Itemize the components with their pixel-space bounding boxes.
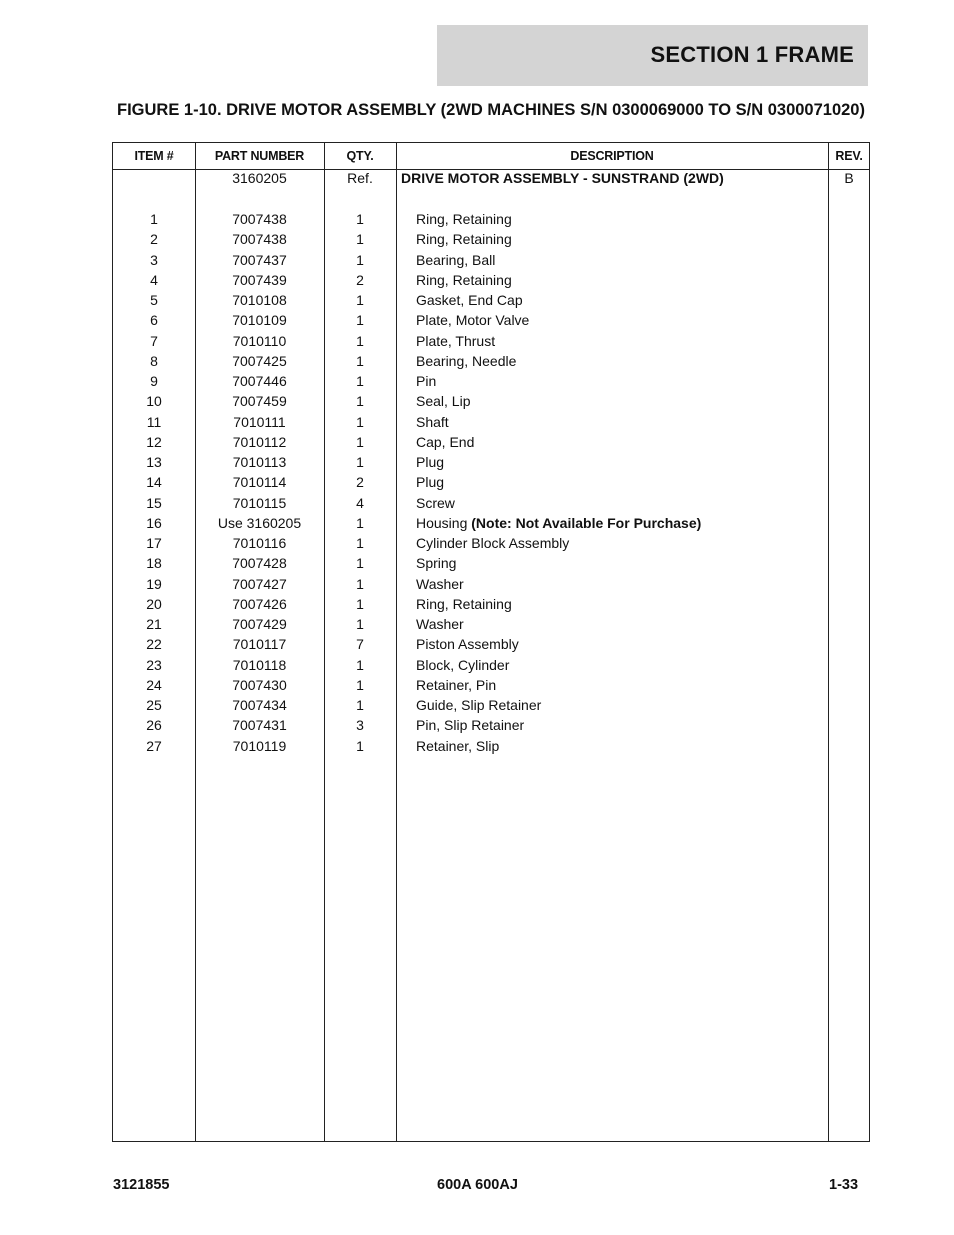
item-number: 8 [150,352,158,369]
item-number: 17 [146,535,162,551]
item-number: 16 [146,514,162,531]
part-number: 7010114 [232,474,287,491]
quantity: 1 [356,535,364,551]
description-text: Plate, Thrust [416,332,496,349]
quantity: 1 [356,737,364,754]
description [416,634,519,654]
quantity: 2 [356,271,364,288]
quantity: 1 [356,433,364,450]
description [416,391,470,411]
description-text: Washer [416,616,464,632]
item-number: 7 [150,332,158,349]
item-number: 6 [150,312,158,329]
description-text: Piston Assembly [416,636,519,653]
table-row [113,209,869,229]
description [416,290,523,310]
part-number: 7007431 [232,717,287,734]
item-number: 11 [146,413,162,430]
part-number: 7010113 [232,454,287,470]
description [416,736,499,756]
description-text: Ring, Retaining [416,211,512,227]
part-number: Use 3160205 [217,514,302,531]
item-number: 5 [150,292,158,308]
part-number: 7010108 [232,292,287,308]
part-number: 7007429 [232,616,287,632]
description [416,452,444,472]
table-row [113,452,869,472]
table-row [113,229,869,249]
description [416,533,569,553]
footer-model: 600A 600AJ [437,1177,518,1193]
description-text: Seal, Lip [416,393,471,410]
quantity: 1 [356,413,364,430]
quantity: 2 [356,474,364,491]
table-row [113,614,869,634]
description [416,695,541,715]
part-number: 7010110 [232,332,287,349]
part-number: 7010112 [232,433,287,450]
figure-title: FIGURE 1-10. DRIVE MOTOR ASSEMBLY (2WD MACHINES S/N 0300069000 TO S/N 0300071020) [117,101,865,119]
description-text: Retainer, Slip [416,737,500,754]
table-row [113,736,869,756]
quantity: 1 [356,656,364,673]
description-text: Shaft [416,413,449,430]
section-header-box [437,25,868,86]
part-number: 7007438 [232,231,287,248]
description-text: Washer [416,575,464,592]
description [416,513,701,533]
description [416,432,474,452]
description [416,331,495,351]
quantity: 1 [356,697,364,713]
assembly-row [113,168,869,188]
description-text: Housing [416,514,472,531]
quantity: 1 [356,352,364,369]
part-number: 7007427 [232,575,287,592]
footer-page-number: 1-33 [829,1177,859,1193]
table-row [113,574,869,594]
description [416,675,496,695]
item-number: 22 [146,636,162,653]
part-number: 7007434 [232,697,287,713]
assembly-qty: Ref. [347,170,373,186]
part-number: 7007446 [232,373,287,389]
description [416,472,444,492]
item-number: 12 [146,433,162,450]
item-number: 1 [150,211,158,227]
item-number: 26 [146,717,162,734]
quantity: 1 [356,555,364,572]
item-number: 27 [146,737,162,754]
quantity: 1 [356,373,364,389]
part-number: 7010118 [232,656,287,673]
item-number: 18 [146,555,162,572]
item-number: 2 [150,231,158,248]
description-text: Ring, Retaining [416,595,512,612]
description-text: Cap, End [416,433,475,450]
table-row [113,412,869,432]
quantity: 1 [356,575,364,592]
table-row [113,594,869,614]
table-row [113,634,869,654]
table-row [113,351,869,371]
description-note: (Note: Not Available For Purchase) [471,514,702,531]
description-text: Plug [416,454,445,470]
quantity: 1 [356,292,364,308]
description-text: Ring, Retaining [416,231,512,248]
description-text: Pin, Slip Retainer [416,717,525,734]
part-number: 7010111 [233,413,286,430]
item-number: 15 [146,494,162,511]
description-text: Gasket, End Cap [416,292,523,308]
table-row [113,655,869,675]
table-row [113,270,869,290]
quantity: 1 [356,251,364,268]
description [416,553,456,573]
part-number: 7007428 [232,555,287,572]
description [416,715,524,735]
part-number: 7007430 [232,676,287,693]
part-number: 7007425 [232,352,287,369]
description [416,614,464,634]
quantity: 1 [356,595,364,612]
section-title: SECTION 1 FRAME [650,42,854,67]
description-text: Retainer, Pin [416,676,497,693]
item-number: 23 [146,656,162,673]
description-text: Guide, Slip Retainer [416,697,542,713]
description [416,229,512,249]
part-number: 7007439 [232,271,287,288]
table-row [113,695,869,715]
quantity: 1 [356,211,364,227]
quantity: 4 [356,494,364,511]
item-number: 4 [150,271,158,288]
header-part-number: PART NUMBER [214,149,305,163]
table-row [113,493,869,513]
description-text: Ring, Retaining [416,271,512,288]
description [416,270,512,290]
part-number: 7010117 [232,636,287,653]
quantity: 7 [356,636,364,653]
description [416,655,509,675]
description-text: Pin [416,373,437,389]
table-row [113,331,869,351]
table-row [113,290,869,310]
assembly-rev: B [844,170,854,186]
part-number: 7010119 [232,737,287,754]
part-number: 7007437 [232,251,287,268]
item-number: 10 [146,393,162,410]
description [416,594,512,614]
header-item: ITEM # [134,149,174,163]
item-number: 13 [146,454,162,470]
description-text: Bearing, Needle [416,352,517,369]
quantity: 1 [356,231,364,248]
description [416,574,464,594]
part-number: 7010109 [232,312,287,329]
quantity: 1 [356,393,364,410]
part-number: 7010115 [232,494,287,511]
parts-table [112,142,870,1142]
footer-doc-number: 3121855 [113,1177,170,1193]
table-row [113,432,869,452]
item-number: 14 [146,474,162,491]
description-text: Spring [416,555,457,572]
description [416,209,512,229]
description [416,371,436,391]
description [416,310,529,330]
description-text: Bearing, Ball [416,251,496,268]
header-qty: QTY. [346,149,374,163]
description [416,250,495,270]
item-number: 3 [150,251,158,268]
quantity: 1 [356,312,364,329]
item-number: 24 [146,676,162,693]
description-text: Plug [416,474,445,491]
table-row [113,533,869,553]
quantity: 3 [356,717,364,734]
part-number: 7007426 [232,595,287,612]
table-row [113,472,869,492]
header-description: DESCRIPTION [570,149,654,163]
description-text: Cylinder Block Assembly [416,535,570,551]
item-number: 21 [146,616,162,632]
quantity: 1 [356,514,364,531]
description-text: Block, Cylinder [416,656,510,673]
item-number: 20 [146,595,162,612]
quantity: 1 [356,332,364,349]
description-text: Plate, Motor Valve [416,312,530,329]
assembly-description: DRIVE MOTOR ASSEMBLY - SUNSTRAND (2WD) [401,170,724,186]
description [416,493,455,513]
part-number: 7007459 [232,393,287,410]
table-row [113,675,869,695]
table-row [113,553,869,573]
quantity: 1 [356,616,364,632]
table-row [113,310,869,330]
description [416,412,449,432]
item-number: 25 [146,697,162,713]
table-row [113,250,869,270]
table-row [113,715,869,735]
item-number: 9 [150,373,158,389]
table-row [113,371,869,391]
quantity: 1 [356,454,364,470]
table-row [113,391,869,411]
part-number: 7007438 [232,211,287,227]
item-number: 19 [146,575,162,592]
part-number: 7010116 [232,535,287,551]
assembly-part-number: 3160205 [232,170,287,186]
header-rev: REV. [835,149,863,163]
table-row [113,513,869,533]
description-text: Screw [416,494,455,511]
quantity: 1 [356,676,364,693]
description [416,351,516,371]
